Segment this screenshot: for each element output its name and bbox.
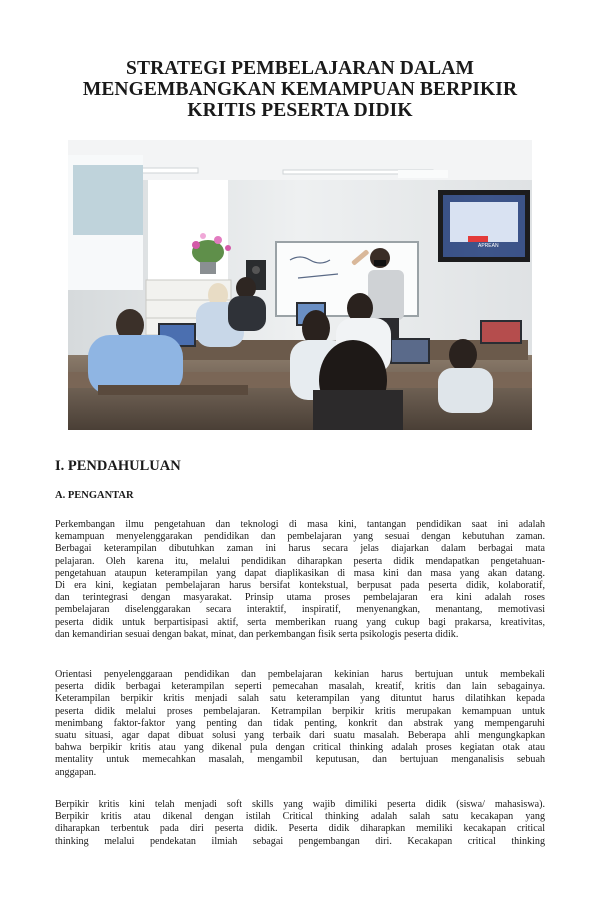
text-line: Keterampilan berpikir kritis menjadi salah satu keterampilan yang dituntut harus dilatihkan kepada	[55, 693, 545, 705]
title-line: STRATEGI PEMBELAJARAN DALAM	[126, 58, 474, 79]
text-line: anggapan.	[55, 766, 97, 778]
title-line: MENGEMBANGKAN KEMAMPUAN BERPIKIR	[82, 79, 518, 100]
text-line: suatu situasi, agar dapat dibuat solusi yang terbaik dari suatu masalah. Beberapa ahli mengungkapkan	[55, 730, 545, 742]
title-line: KRITIS PESERTA DIDIK	[187, 100, 413, 121]
classroom-photo-illustration	[68, 140, 532, 430]
text-line: peserta didik untuk berpartisipasi aktif, serta memberikan ruang yang cukup bagi prakarsa, kreativitas,	[55, 616, 545, 628]
subsection-heading: A. PENGANTAR	[55, 490, 134, 501]
text-line: Perkembangan ilmu pengetahuan dan teknologi di masa kini, tantangan pendidikan saat ini adalah	[55, 519, 545, 530]
text-line: peserta didik berbagai keterampilan seperti pemecahan masalah, kreatif, kritis dan lain sebagainya.	[55, 681, 545, 693]
text-line: dan kemandirian sesuai dengan bakat, minat, dan perkembangan fisik serta psikologis peserta didik.	[55, 628, 459, 640]
text-line: kemampuan menyelenggarakan pendidikan dan pembelajaran yang sesuai dengan kebutuhan zaman.	[55, 531, 545, 543]
text-line: pelajaran. Oleh karena itu, melalui pendidikan diharapkan peserta didik mendapatkan pengetahuan-	[55, 555, 545, 567]
text-line: bahwa berpikir kritis atau yang dikenal pula dengan critical thinking adalah proses kegiatan otak atau	[55, 742, 545, 754]
section-heading: I. PENDAHULUAN	[55, 458, 181, 474]
paragraph-3	[55, 799, 545, 848]
text-line: diharapkan terbentuk pada diri peserta didik. Peserta didik diharapkan memiliki kecakapan critical	[55, 823, 545, 835]
text-line: pembelajaran diselenggarakan secara interaktif, inspiratif, menyenangkan, menantang, memotivasi	[55, 604, 545, 616]
screen-label: APREAN	[478, 243, 499, 249]
text-line: dan terintegrasi dengan masyarakat. Prinsip utama proses pembelajaran era kini adalah roses	[55, 592, 545, 604]
paragraph-1	[55, 519, 545, 641]
text-line: Berpikir kritis kini telah menjadi soft skills yang wajib dimiliki peserta didik (siswa/ mahasiswa).	[55, 799, 545, 810]
text-line: Berpikir kritis atau dikenal dengan istilah Critical thinking adalah salah satu kecakapan yang	[55, 811, 545, 823]
text-line: Orientasi penyelenggaraan pendidikan dan pembelajaran kekinian harus bertujuan untuk membekali	[55, 669, 545, 680]
text-line: mentality untuk memecahkan masalah, mengambil keputusan, dan bertujuan menganalisis sebuah	[55, 754, 545, 766]
text-line: Di era kini, kegiatan pembelajaran harus bersifat kontekstual, berpusat pada peserta didik, kolaboratif,	[55, 580, 545, 592]
text-line: menimbang faktor-faktor yang penting dan tidak penting, konkrit dan abstrak yang mempengaruhi	[55, 717, 545, 729]
text-line: pengetahuan ataupun keterampilan yang dapat diaplikasikan di masa kini dan masa yang akan datang.	[55, 567, 545, 579]
text-line: Berbagai keterampilan dibutuhkan zaman ini harus secara jelas diajarkan dalam berbagai mata	[55, 543, 545, 555]
classroom-photo	[68, 140, 532, 430]
document-title	[40, 58, 560, 121]
text-line: peserta didik melalui proses pembelajaran. Ketrampilan berpikir kritis merupakan kemampuan untuk	[55, 705, 545, 717]
paragraph-2	[55, 669, 545, 779]
text-line: thinking melalui pendekatan ilmiah sebagai pengembangan diri. Kecakapan critical thinking	[55, 835, 545, 847]
